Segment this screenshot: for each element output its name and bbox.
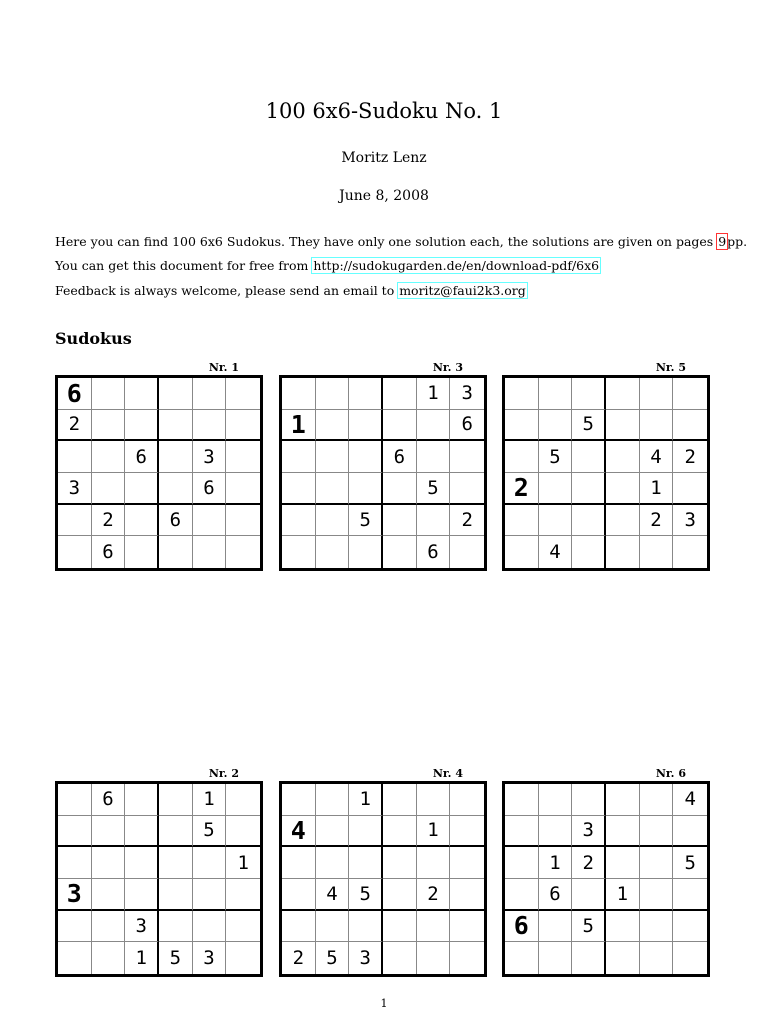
- sudoku-cell: 5: [316, 942, 350, 974]
- sudoku-cell: 3: [125, 911, 159, 943]
- sudoku-cell: [349, 536, 383, 568]
- sudoku-cell: [349, 378, 383, 410]
- sudoku-cell: [226, 816, 260, 848]
- sudoku-cell: 5: [349, 505, 383, 537]
- intro-line-1: [55, 233, 755, 251]
- sudoku-cell: [226, 942, 260, 974]
- sudoku-cell: [193, 536, 227, 568]
- sudoku-cell: [572, 473, 606, 505]
- sudoku-cell: 1: [640, 473, 674, 505]
- sudoku-cell: [92, 911, 126, 943]
- sudoku-cell: 2: [673, 441, 707, 473]
- sudoku-cell: [92, 473, 126, 505]
- sudoku-cell: 4: [316, 879, 350, 911]
- sudoku-cell: [316, 473, 350, 505]
- sudoku-cell: [417, 911, 451, 943]
- sudoku-cell: [58, 536, 92, 568]
- sudoku-cell: [640, 536, 674, 568]
- sudoku-cell: 2: [450, 505, 484, 537]
- sudoku-cell: 2: [572, 847, 606, 879]
- sudoku-cell: [383, 816, 417, 848]
- intro-text-1: Here you can find 100 6x6 Sudokus. They have only one solution each, the solutions are given on pages: [55, 234, 718, 249]
- sudoku-cell: 4: [539, 536, 573, 568]
- sudoku-cell: 5: [159, 942, 193, 974]
- sudoku-cell: [417, 784, 451, 816]
- sudoku-cell: [450, 441, 484, 473]
- sudoku-cell: [92, 378, 126, 410]
- sudoku-cell: [159, 473, 193, 505]
- sudoku-cell: [450, 879, 484, 911]
- sudoku-cell: [417, 942, 451, 974]
- sudoku-cell: [316, 784, 350, 816]
- sudoku-grid: [502, 781, 710, 977]
- sudoku-cell: 1: [417, 816, 451, 848]
- sudoku-cell: [282, 784, 316, 816]
- intro-line-2: [55, 257, 755, 275]
- sudoku-cell: [606, 441, 640, 473]
- sudoku-cell: 2: [505, 473, 539, 505]
- intro-text-3: Feedback is always welcome, please send an email to: [55, 283, 399, 298]
- sudoku-cell: 2: [282, 942, 316, 974]
- puzzle-number: Nr. 6: [655, 767, 686, 780]
- sudoku-cell: [282, 879, 316, 911]
- sudoku-grid: [55, 781, 263, 977]
- intro-suffix-1: pp.: [727, 234, 748, 249]
- sudoku-cell: [282, 847, 316, 879]
- sudoku-cell: [450, 473, 484, 505]
- email-link[interactable]: moritz@faui2k3.org: [399, 283, 526, 298]
- sudoku-cell: 6: [159, 505, 193, 537]
- sudoku-cell: [606, 816, 640, 848]
- solutions-page-link[interactable]: 9: [718, 234, 727, 249]
- sudoku-cell: [539, 816, 573, 848]
- sudoku-cell: [125, 879, 159, 911]
- sudoku-cell: [92, 441, 126, 473]
- sudoku-cell: 1: [282, 410, 316, 442]
- sudoku-cell: 2: [417, 879, 451, 911]
- sudoku-cell: [349, 816, 383, 848]
- sudoku-grid: [279, 781, 487, 977]
- sudoku-cell: [640, 847, 674, 879]
- sudoku-cell: [450, 816, 484, 848]
- sudoku-cell: 5: [349, 879, 383, 911]
- page-number: 1: [380, 997, 388, 1010]
- sudoku-cell: 2: [640, 505, 674, 537]
- sudoku-cell: [226, 505, 260, 537]
- sudoku-cell: [383, 879, 417, 911]
- sudoku-cell: [58, 911, 92, 943]
- sudoku-cell: 5: [572, 410, 606, 442]
- sudoku-cell: [125, 784, 159, 816]
- sudoku-cell: [316, 410, 350, 442]
- sudoku-puzzle: [279, 767, 487, 977]
- sudoku-cell: [505, 378, 539, 410]
- intro-text-2: You can get this document for free from: [55, 258, 313, 273]
- sudoku-cell: [572, 784, 606, 816]
- sudoku-cell: [226, 410, 260, 442]
- sudoku-cell: [505, 784, 539, 816]
- sudoku-cell: [450, 784, 484, 816]
- sudoku-cell: [572, 879, 606, 911]
- sudoku-cell: 1: [349, 784, 383, 816]
- sudoku-cell: [159, 911, 193, 943]
- section-heading: Sudokus: [55, 329, 132, 348]
- sudoku-cell: [640, 784, 674, 816]
- sudoku-cell: 1: [125, 942, 159, 974]
- sudoku-puzzle: [55, 767, 263, 977]
- sudoku-cell: [282, 505, 316, 537]
- sudoku-cell: [505, 410, 539, 442]
- sudoku-cell: [640, 816, 674, 848]
- sudoku-cell: [349, 911, 383, 943]
- sudoku-cell: [226, 911, 260, 943]
- sudoku-cell: 6: [193, 473, 227, 505]
- sudoku-cell: [606, 942, 640, 974]
- sudoku-cell: 3: [349, 942, 383, 974]
- sudoku-cell: [539, 942, 573, 974]
- sudoku-cell: [505, 942, 539, 974]
- sudoku-cell: [125, 536, 159, 568]
- intro-line-3: [55, 282, 755, 300]
- sudoku-cell: [450, 536, 484, 568]
- sudoku-cell: [673, 378, 707, 410]
- sudoku-cell: [92, 879, 126, 911]
- sudoku-cell: [417, 847, 451, 879]
- sudoku-cell: 3: [193, 942, 227, 974]
- sudoku-cell: [349, 473, 383, 505]
- sudoku-cell: [383, 505, 417, 537]
- date: June 8, 2008: [339, 188, 429, 204]
- sudoku-cell: [282, 911, 316, 943]
- sudoku-cell: [673, 942, 707, 974]
- sudoku-cell: 1: [226, 847, 260, 879]
- sudoku-cell: [673, 473, 707, 505]
- sudoku-cell: [159, 816, 193, 848]
- sudoku-cell: [606, 847, 640, 879]
- sudoku-cell: [572, 441, 606, 473]
- sudoku-cell: 4: [640, 441, 674, 473]
- sudoku-cell: [193, 847, 227, 879]
- sudoku-cell: [92, 942, 126, 974]
- author: Moritz Lenz: [341, 150, 427, 166]
- sudoku-cell: [159, 879, 193, 911]
- sudoku-cell: 4: [282, 816, 316, 848]
- sudoku-cell: 6: [58, 378, 92, 410]
- sudoku-cell: [125, 410, 159, 442]
- sudoku-cell: [539, 784, 573, 816]
- sudoku-cell: [640, 378, 674, 410]
- sudoku-cell: 5: [193, 816, 227, 848]
- download-link[interactable]: http://sudokugarden.de/en/download-pdf/6x6: [313, 258, 600, 273]
- sudoku-cell: [349, 441, 383, 473]
- sudoku-cell: [159, 378, 193, 410]
- sudoku-cell: [226, 784, 260, 816]
- sudoku-cell: [673, 410, 707, 442]
- sudoku-cell: 2: [58, 410, 92, 442]
- sudoku-cell: [505, 536, 539, 568]
- sudoku-cell: [226, 441, 260, 473]
- sudoku-cell: [58, 942, 92, 974]
- sudoku-cell: [606, 410, 640, 442]
- sudoku-cell: [125, 816, 159, 848]
- sudoku-cell: [572, 536, 606, 568]
- puzzle-number: Nr. 3: [432, 361, 463, 374]
- sudoku-cell: [572, 378, 606, 410]
- sudoku-cell: [606, 473, 640, 505]
- sudoku-cell: 5: [673, 847, 707, 879]
- sudoku-cell: [450, 911, 484, 943]
- sudoku-cell: [125, 378, 159, 410]
- sudoku-cell: [640, 879, 674, 911]
- sudoku-cell: 3: [450, 378, 484, 410]
- sudoku-cell: [226, 536, 260, 568]
- sudoku-cell: [417, 505, 451, 537]
- sudoku-cell: [282, 473, 316, 505]
- sudoku-cell: 6: [383, 441, 417, 473]
- sudoku-cell: [316, 847, 350, 879]
- sudoku-cell: [193, 911, 227, 943]
- sudoku-cell: [539, 473, 573, 505]
- sudoku-cell: [505, 847, 539, 879]
- sudoku-cell: [282, 378, 316, 410]
- sudoku-cell: 3: [193, 441, 227, 473]
- sudoku-cell: [383, 378, 417, 410]
- sudoku-cell: [159, 441, 193, 473]
- sudoku-puzzle: [55, 361, 263, 571]
- sudoku-puzzle: [502, 767, 710, 977]
- sudoku-cell: [125, 505, 159, 537]
- sudoku-cell: [383, 784, 417, 816]
- sudoku-cell: [282, 536, 316, 568]
- sudoku-cell: [58, 784, 92, 816]
- sudoku-cell: [316, 441, 350, 473]
- sudoku-cell: 6: [539, 879, 573, 911]
- sudoku-cell: 1: [193, 784, 227, 816]
- sudoku-cell: [673, 536, 707, 568]
- sudoku-cell: [159, 847, 193, 879]
- sudoku-cell: 5: [417, 473, 451, 505]
- sudoku-cell: 2: [92, 505, 126, 537]
- sudoku-cell: [539, 505, 573, 537]
- sudoku-cell: [505, 505, 539, 537]
- sudoku-cell: [606, 505, 640, 537]
- sudoku-cell: [640, 911, 674, 943]
- sudoku-cell: [193, 410, 227, 442]
- sudoku-cell: [193, 378, 227, 410]
- sudoku-cell: [316, 911, 350, 943]
- sudoku-cell: 1: [539, 847, 573, 879]
- sudoku-grid: [279, 375, 487, 571]
- sudoku-cell: [383, 410, 417, 442]
- sudoku-cell: [316, 378, 350, 410]
- sudoku-cell: 3: [58, 879, 92, 911]
- puzzle-number: Nr. 1: [208, 361, 239, 374]
- sudoku-cell: [226, 473, 260, 505]
- sudoku-cell: [417, 410, 451, 442]
- sudoku-cell: [282, 441, 316, 473]
- sudoku-cell: [505, 879, 539, 911]
- sudoku-cell: [92, 847, 126, 879]
- sudoku-cell: [539, 410, 573, 442]
- sudoku-cell: [58, 816, 92, 848]
- document-title: 100 6x6-Sudoku No. 1: [265, 99, 503, 123]
- sudoku-cell: [349, 847, 383, 879]
- sudoku-cell: [383, 911, 417, 943]
- sudoku-cell: [383, 536, 417, 568]
- puzzle-number: Nr. 2: [208, 767, 239, 780]
- sudoku-cell: [193, 505, 227, 537]
- sudoku-cell: [606, 536, 640, 568]
- puzzle-number: Nr. 5: [655, 361, 686, 374]
- sudoku-cell: 1: [417, 378, 451, 410]
- sudoku-cell: 5: [572, 911, 606, 943]
- sudoku-cell: [383, 847, 417, 879]
- sudoku-cell: [383, 942, 417, 974]
- sudoku-cell: 6: [417, 536, 451, 568]
- sudoku-cell: [383, 473, 417, 505]
- sudoku-cell: 6: [450, 410, 484, 442]
- sudoku-cell: [92, 410, 126, 442]
- sudoku-cell: 1: [606, 879, 640, 911]
- sudoku-cell: [58, 441, 92, 473]
- sudoku-cell: [159, 410, 193, 442]
- sudoku-cell: 3: [572, 816, 606, 848]
- sudoku-cell: 4: [673, 784, 707, 816]
- sudoku-cell: [673, 911, 707, 943]
- sudoku-cell: [640, 942, 674, 974]
- sudoku-cell: [606, 378, 640, 410]
- sudoku-cell: 3: [673, 505, 707, 537]
- sudoku-cell: [417, 441, 451, 473]
- sudoku-grid: [55, 375, 263, 571]
- sudoku-puzzle: [279, 361, 487, 571]
- sudoku-cell: [450, 942, 484, 974]
- sudoku-cell: 6: [92, 784, 126, 816]
- sudoku-cell: 5: [539, 441, 573, 473]
- sudoku-cell: [673, 879, 707, 911]
- sudoku-cell: [450, 847, 484, 879]
- sudoku-cell: 6: [505, 911, 539, 943]
- sudoku-cell: 6: [92, 536, 126, 568]
- sudoku-cell: [58, 847, 92, 879]
- sudoku-cell: 6: [125, 441, 159, 473]
- sudoku-grid: [502, 375, 710, 571]
- sudoku-puzzle: [502, 361, 710, 571]
- sudoku-cell: [349, 410, 383, 442]
- sudoku-cell: [316, 505, 350, 537]
- sudoku-cell: [92, 816, 126, 848]
- sudoku-cell: [539, 911, 573, 943]
- sudoku-cell: [316, 816, 350, 848]
- sudoku-cell: [125, 473, 159, 505]
- sudoku-cell: [606, 784, 640, 816]
- sudoku-cell: [539, 378, 573, 410]
- sudoku-cell: [505, 816, 539, 848]
- sudoku-cell: [125, 847, 159, 879]
- sudoku-cell: [159, 536, 193, 568]
- sudoku-cell: [193, 879, 227, 911]
- sudoku-cell: [673, 816, 707, 848]
- sudoku-cell: [606, 911, 640, 943]
- sudoku-cell: [316, 536, 350, 568]
- puzzle-number: Nr. 4: [432, 767, 463, 780]
- sudoku-cell: [572, 942, 606, 974]
- sudoku-cell: [226, 879, 260, 911]
- sudoku-cell: [505, 441, 539, 473]
- sudoku-cell: [572, 505, 606, 537]
- sudoku-cell: [226, 378, 260, 410]
- sudoku-cell: [640, 410, 674, 442]
- sudoku-cell: 3: [58, 473, 92, 505]
- sudoku-cell: [58, 505, 92, 537]
- sudoku-cell: [159, 784, 193, 816]
